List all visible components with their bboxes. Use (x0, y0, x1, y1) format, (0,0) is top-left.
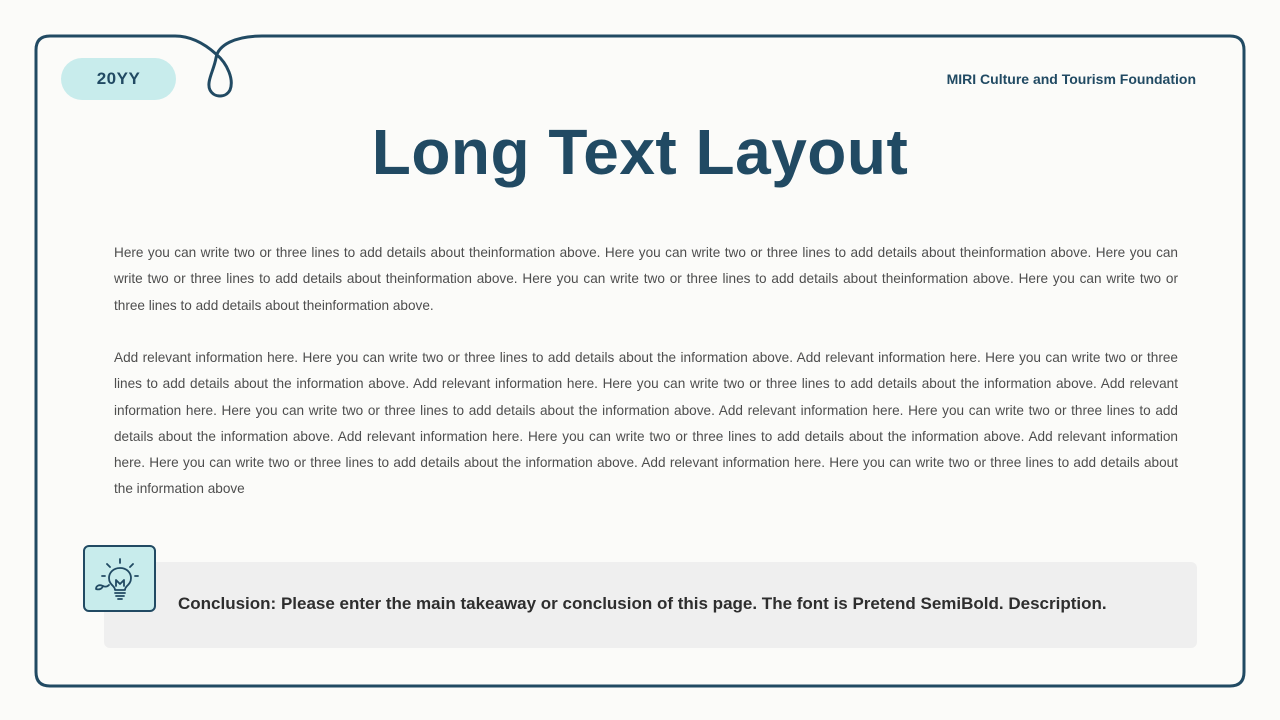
conclusion-text: Conclusion: Please enter the main takeaway or conclusion of this page. The font is Pretend SemiBold. Description. (178, 594, 1107, 613)
paragraph-2: Add relevant information here. Here you can write two or three lines to add details about the information above. Add relevant information here. Here you can write two or three lines to add details about the information above. Add relevant information here. Here you can write two or three lines to add details about the information above. Add relevant information here. Here you can write two or three lines to add details about the information above. Add relevant information here. Here you can write two or three lines to add details about the information above. Add relevant information here. Here you can write two or three lines to add details about the information above. Add relevant information here. Here you can write two or three lines to add details about the information above. Add relevant information here. Here you can write two or three lines to add details about the information above (114, 350, 1178, 497)
paragraph-1: Here you can write two or three lines to add details about theinformation above. Here you can write two or three lines to add details about theinformation above. Here you can write two or three lines to add details about theinformation above. Here you can write two or three lines to add details about theinformation above. Here you can write two or three lines to add details about theinformation above. (114, 245, 1178, 313)
year-badge: 20YY (61, 58, 176, 100)
page-title: Long Text Layout (371, 116, 909, 188)
lightbulb-icon (83, 545, 156, 612)
organization-name: MIRI Culture and Tourism Foundation (946, 71, 1196, 87)
